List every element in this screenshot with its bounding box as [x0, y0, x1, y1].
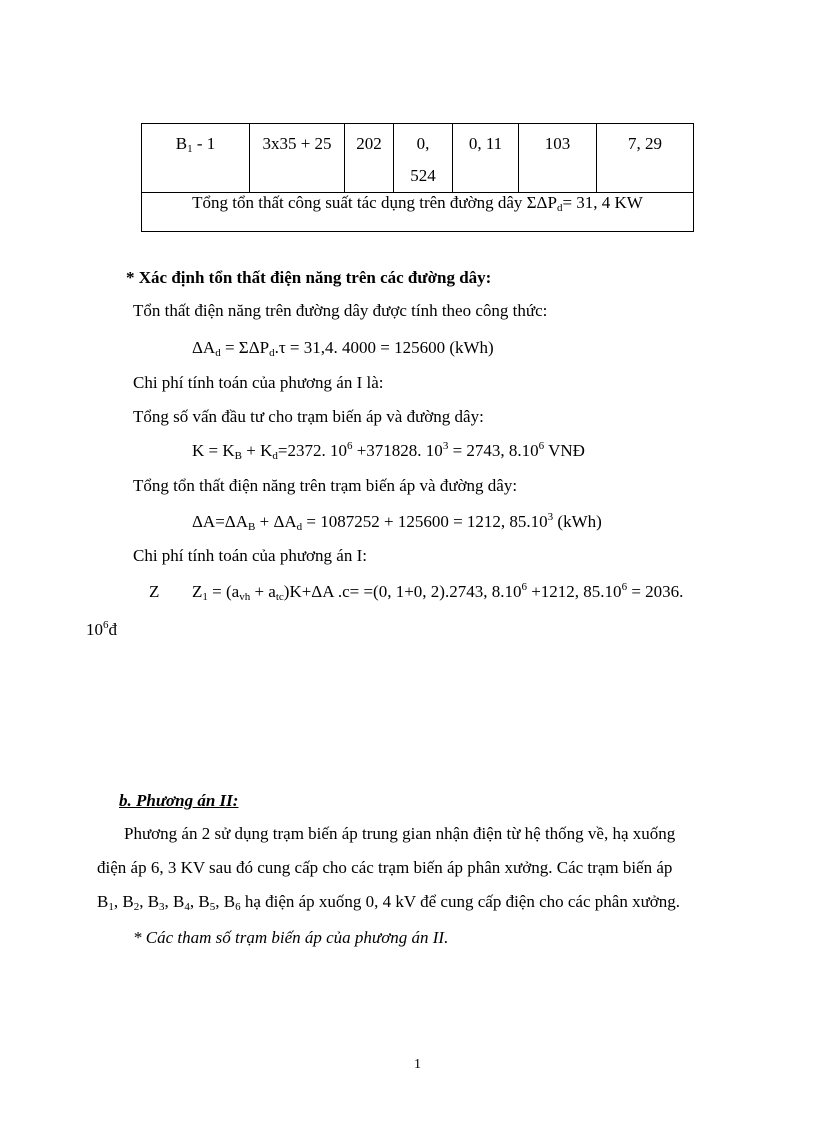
r0-cell: 0, 524 [394, 124, 453, 193]
table-total-row [142, 193, 694, 232]
dp-cell: 7, 29 [597, 124, 694, 193]
total-cell: Tổng tổn thất công suất tác dụng trên đường dây $\Sigma\Delta P_d= 31$, 4 KW [142, 193, 694, 232]
cable-cell: 3x35 + 25 [250, 124, 345, 193]
formula-total-energy: $\Delta A=\Delta A_B + \Delta A_d = 1087252 + 125600 = 1212$, 85.10$^3$ (kWh) [192, 511, 602, 533]
page-number: 1 [414, 1057, 421, 1072]
line-loss-table [141, 123, 694, 232]
text-line: Tổng số vấn đầu tư cho trạm biến áp và đường dây: [133, 407, 484, 426]
text-line: Chi phí tính toán của phương án I: [133, 546, 367, 565]
z-label: Z [149, 582, 160, 601]
formula-loss: $\Delta A_d = \Sigma\Delta P_d.\tau = 31,4$. 4000 = 125600 (kWh) [192, 338, 494, 359]
paragraph-line: $B_1$, $B_2$, $B_3$, $B_4$, $B_5$, $B_6$ hạ điện áp xuống 0, 4 kV để cung cấp điện cho các phân xưởng. [97, 892, 681, 913]
paragraph-line: điện áp 6, 3 KV sau đó cung cấp cho các trạm biến áp phân xưởng. Các trạm biến áp [97, 858, 673, 877]
text-line: Tổng tổn thất điện năng trên trạm biến áp và đường dây: [133, 476, 518, 495]
formula-cost: $Z_1 = (a_{vh} + a_{tc})K+\Delta A$ .c= =(0, 1+0, 2).2743, $8.10^6 +1212$, $85.10^6 = 2036$. [192, 581, 684, 603]
s-cell: 103 [519, 124, 597, 193]
length-cell: 202 [345, 124, 394, 193]
paragraph-line: Phương án 2 sử dụng trạm biến áp trung gian nhận điện từ hệ thống về, hạ xuống [124, 824, 676, 843]
note-line: * Các tham số trạm biến áp của phương án II. [133, 928, 449, 947]
table-row [142, 124, 694, 193]
formula-cost-continued: $10^6đ$ [86, 619, 117, 639]
section-heading: * Xác định tổn thất điện năng trên các đường dây: [126, 268, 492, 287]
line-cell: $B_1 - 1$ [142, 124, 250, 193]
formula-investment: $K = K_B + K_d=2372$. $10^6 +371828$. $10^3 = 2743$, 8.10$^6$ VNĐ [192, 440, 585, 462]
x0-cell: 0, 11 [453, 124, 519, 193]
text-line: Chi phí tính toán của phương án I là: [133, 373, 384, 392]
text-line: Tổn thất điện năng trên đường dây được tính theo công thức: [133, 301, 548, 320]
section-heading-b: b. Phương án II: [119, 791, 239, 810]
